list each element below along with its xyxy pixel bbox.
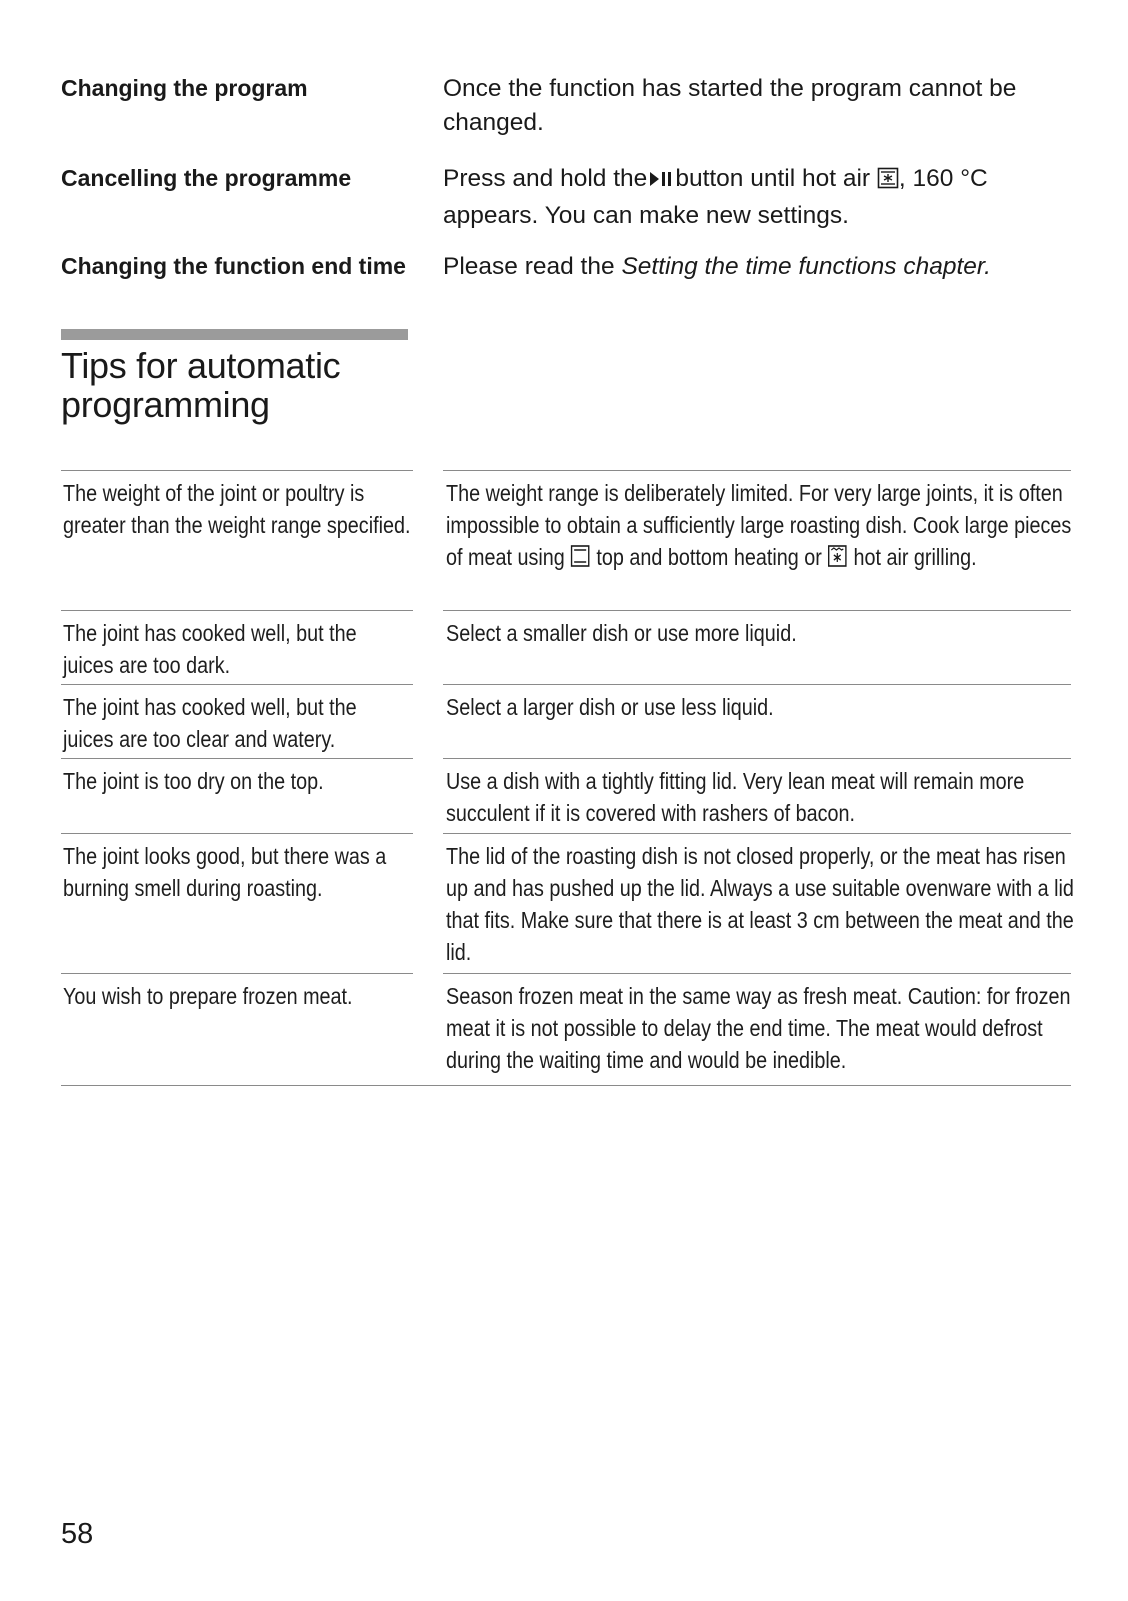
table-row xyxy=(61,684,1071,758)
definition-term: Changing the program xyxy=(61,75,308,101)
tip-solution: Select a larger dish or use less liquid. xyxy=(446,694,774,720)
tips-table xyxy=(61,470,1074,1084)
tip-solution: Use a dish with a tightly fitting lid. Very lean meat will remain more succulent if it is covered with rashers of bacon. xyxy=(446,768,1025,826)
tip-problem: The joint has cooked well, but the juices are too dark. xyxy=(63,620,357,678)
row-divider xyxy=(443,470,1071,471)
table-row xyxy=(61,833,1074,973)
row-divider xyxy=(443,973,1071,974)
tip-solution: The lid of the roasting dish is not closed properly, or the meat has risen up and has pushed up the lid. Always a use suitable ovenware with a lid that fits. Make sure that there is at least 3 cm between the meat and the lid. xyxy=(446,843,1074,965)
tip-solution: Select a smaller dish or use more liquid. xyxy=(446,620,797,646)
table-row xyxy=(61,470,1071,610)
section-title: Tips for automatic programming xyxy=(61,345,341,425)
solution-text: top and bottom heating or xyxy=(596,544,822,570)
row-divider xyxy=(443,610,1071,611)
chapter-reference: Setting the time functions chapter. xyxy=(621,253,991,280)
row-divider xyxy=(61,610,413,611)
tip-problem: You wish to prepare frozen meat. xyxy=(63,983,353,1009)
tip-solution: Season frozen meat in the same way as fresh meat. Caution: for frozen meat it is not possible to delay the end time. The meat would defrost during the waiting time and would be inedible. xyxy=(446,983,1071,1073)
row-divider xyxy=(61,833,413,834)
definition-description: Once the function has started the program cannot be changed. xyxy=(443,75,1017,136)
description-text-after: , 160 °C appears. You can make new settings. xyxy=(443,165,988,229)
row-divider xyxy=(61,973,413,974)
hot-air-icon xyxy=(877,165,899,199)
tip-problem: The joint is too dry on the top. xyxy=(63,768,324,794)
tip-problem: The joint looks good, but there was a burning smell during roasting. xyxy=(63,843,387,901)
section-divider-bar xyxy=(61,329,408,340)
definition-description xyxy=(443,250,1073,284)
page-number: 58 xyxy=(61,1518,94,1550)
play-pause-icon xyxy=(647,165,675,199)
description-text-middle: button until hot air xyxy=(675,165,871,192)
table-row xyxy=(61,610,1071,684)
table-bottom-rule xyxy=(61,1085,1071,1086)
description-text-before: Please read the xyxy=(443,253,622,280)
tip-solution xyxy=(446,477,1078,576)
row-divider xyxy=(443,758,1071,759)
top-bottom-heating-icon xyxy=(570,544,591,576)
definition-term: Cancelling the programme xyxy=(61,165,352,191)
solution-text: The weight range is deliberately limited. For very large joints, it is often impossible to obtain a sufficiently large roasting dish. Cook large pieces of meat using xyxy=(446,480,1072,570)
solution-text: hot air grilling. xyxy=(853,544,977,570)
row-divider xyxy=(61,470,413,471)
row-divider xyxy=(443,833,1071,834)
table-row xyxy=(61,973,1071,1084)
row-divider xyxy=(61,758,413,759)
definition-term: Changing the function end time xyxy=(61,253,406,279)
row-divider xyxy=(443,684,1071,685)
row-divider xyxy=(61,684,413,685)
table-row xyxy=(61,758,1071,833)
tip-problem: The joint has cooked well, but the juices are too clear and watery. xyxy=(63,694,357,752)
hot-air-grilling-icon xyxy=(827,544,848,576)
tip-problem: The weight of the joint or poultry is greater than the weight range specified. xyxy=(63,480,411,538)
description-text-before: Press and hold the xyxy=(443,165,648,192)
definition-description xyxy=(443,162,1073,233)
